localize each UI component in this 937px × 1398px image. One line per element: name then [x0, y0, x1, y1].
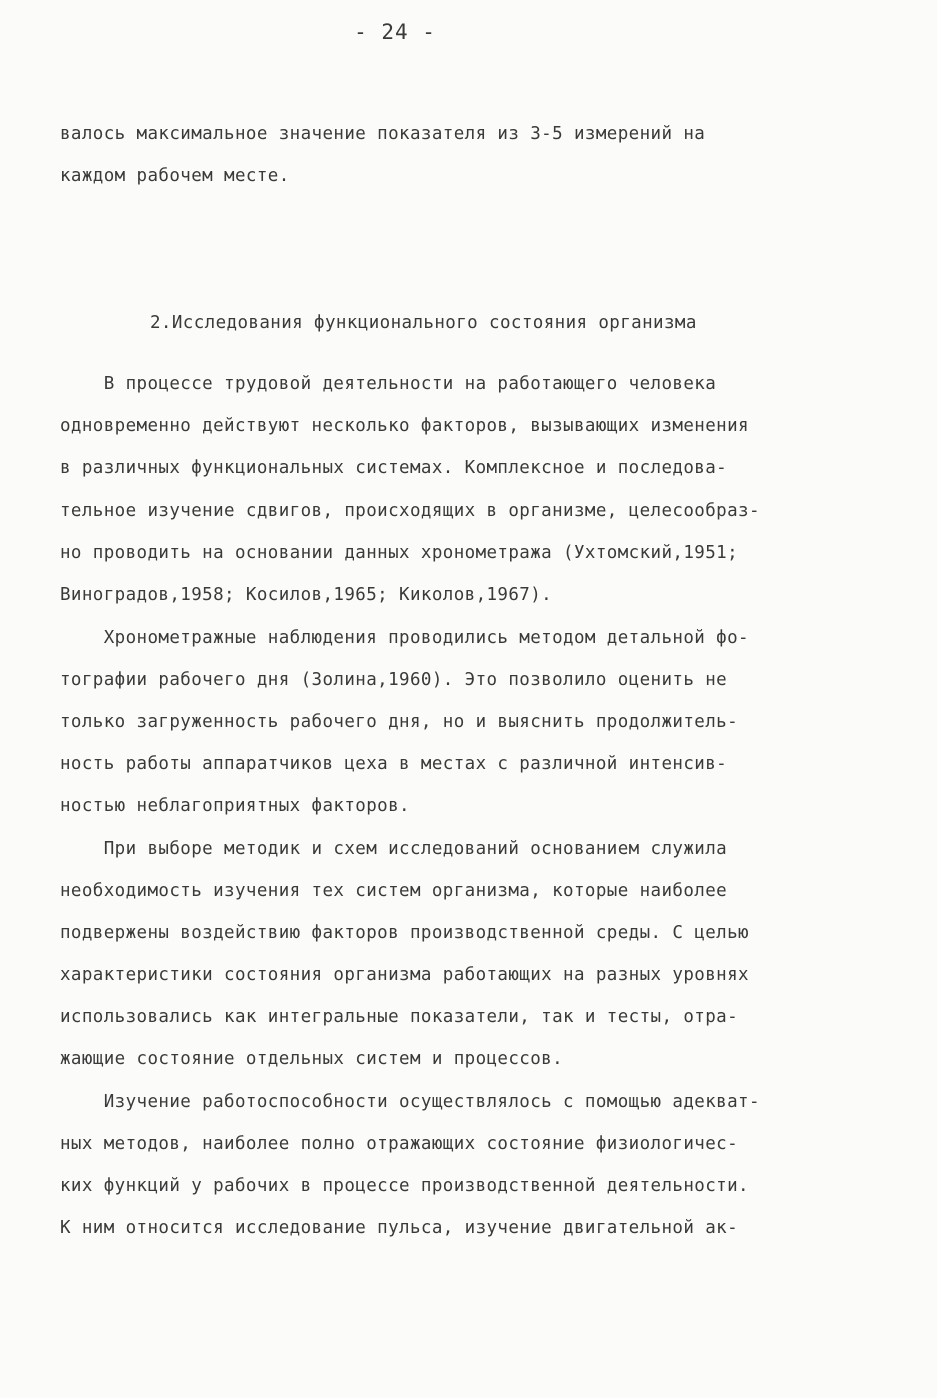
- page-number: - 24 -: [354, 20, 436, 44]
- text-line: К ним относится исследование пульса, изучение двигательной ак-: [60, 1218, 739, 1238]
- text-line: В процессе трудовой деятельности на работающего человека: [60, 374, 717, 394]
- section-heading: 2.Исследования функционального состояния организма: [150, 313, 697, 333]
- text-line: каждом рабочем месте.: [60, 166, 290, 186]
- text-line: валось максимальное значение показателя из 3-5 измерений на: [60, 124, 706, 144]
- text-line: в различных функциональных системах. Комплексное и последова-: [60, 458, 728, 478]
- text-line: тельное изучение сдвигов, происходящих в организме, целесообраз-: [60, 501, 760, 521]
- text-line: но проводить на основании данных хронометража (Ухтомский,1951;: [60, 543, 739, 563]
- text-line: Изучение работоспособности осуществлялось с помощью адекват-: [60, 1092, 760, 1112]
- text-line: только загруженность рабочего дня, но и выяснить продолжитель-: [60, 712, 739, 732]
- text-line: ных методов, наиболее полно отражающих состояние физиологичес-: [60, 1134, 739, 1154]
- text-line: Виноградов,1958; Косилов,1965; Киколов,1967).: [60, 585, 553, 605]
- text-line: Хронометражные наблюдения проводились методом детальной фо-: [60, 628, 749, 648]
- text-line: необходимость изучения тех систем организма, которые наиболее: [60, 881, 728, 901]
- text-line: При выборе методик и схем исследований основанием служила: [60, 839, 728, 859]
- text-line: жающие состояние отдельных систем и процессов.: [60, 1049, 564, 1069]
- text-line: одновременно действуют несколько факторов, вызывающих изменения: [60, 416, 749, 436]
- text-line: характеристики состояния организма работающих на разных уровнях: [60, 965, 749, 985]
- text-line: ких функций у рабочих в процессе производственной деятельности.: [60, 1176, 749, 1196]
- text-line: подвержены воздействию факторов производственной среды. С целью: [60, 923, 749, 943]
- text-line: ность работы аппаратчиков цеха в местах с различной интенсив-: [60, 754, 728, 774]
- text-line: тографии рабочего дня (Золина,1960). Это позволило оценить не: [60, 670, 728, 690]
- text-line: ностью неблагоприятных факторов.: [60, 796, 410, 816]
- text-line: использовались как интегральные показатели, так и тесты, отра-: [60, 1007, 739, 1027]
